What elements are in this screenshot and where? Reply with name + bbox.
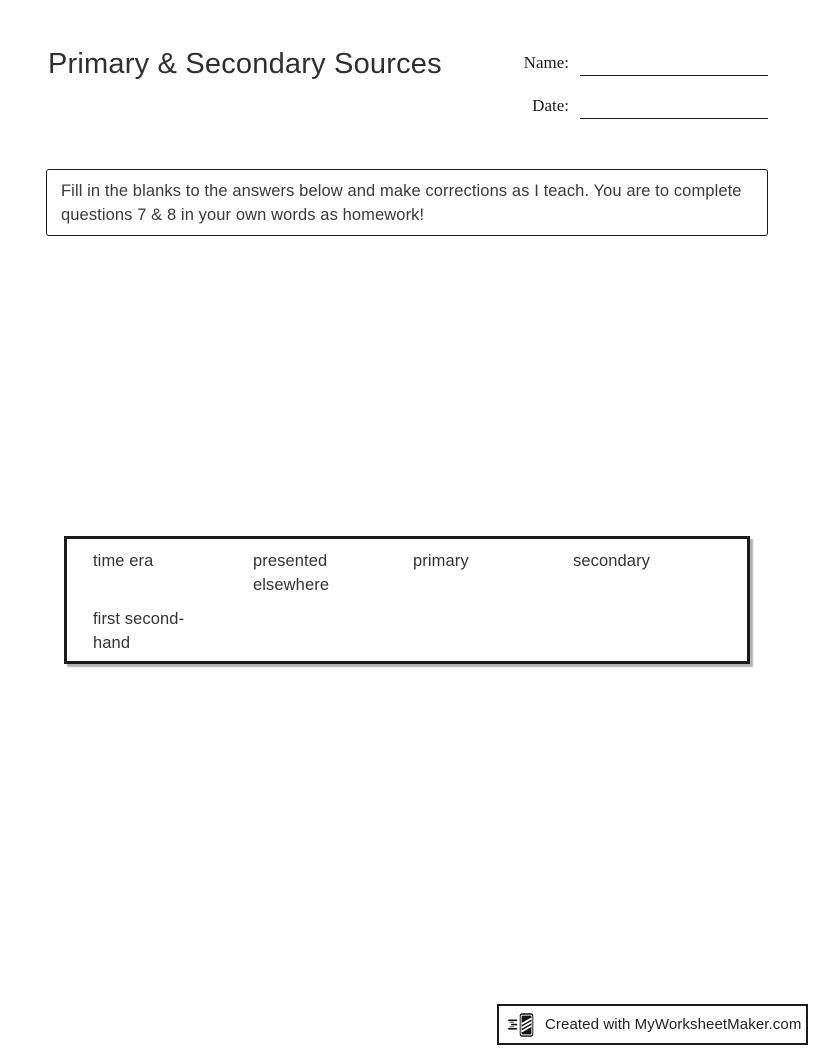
instructions-box: Fill in the blanks to the answers below and make corrections as I teach. You are to complete questions 7 & 8 in your own words as homework! — [46, 169, 768, 236]
date-input-line[interactable] — [580, 118, 768, 119]
footer-credit-text: Created with MyWorksheetMaker.com — [545, 1016, 802, 1033]
worksheetmaker-logo-icon — [508, 1010, 538, 1040]
word-bank-list — [93, 549, 747, 655]
name-input-line[interactable] — [580, 75, 768, 76]
word-bank-item: time era — [93, 552, 154, 570]
date-label: Date: — [532, 96, 569, 115]
word-bank-item: primary — [413, 552, 469, 570]
word-bank-item: secondary — [573, 552, 651, 570]
header-fields — [516, 50, 768, 136]
word-bank-box — [64, 536, 750, 664]
word-bank-item: first second-hand — [93, 610, 185, 652]
word-bank-inner-border — [66, 538, 748, 662]
page-title: Primary & Secondary Sources — [48, 48, 442, 80]
name-field-row — [516, 50, 768, 77]
name-label: Name: — [523, 53, 569, 72]
date-field-row — [516, 93, 768, 120]
word-bank-item: presented elsewhere — [253, 552, 330, 594]
footer-credit-box — [497, 1004, 808, 1045]
